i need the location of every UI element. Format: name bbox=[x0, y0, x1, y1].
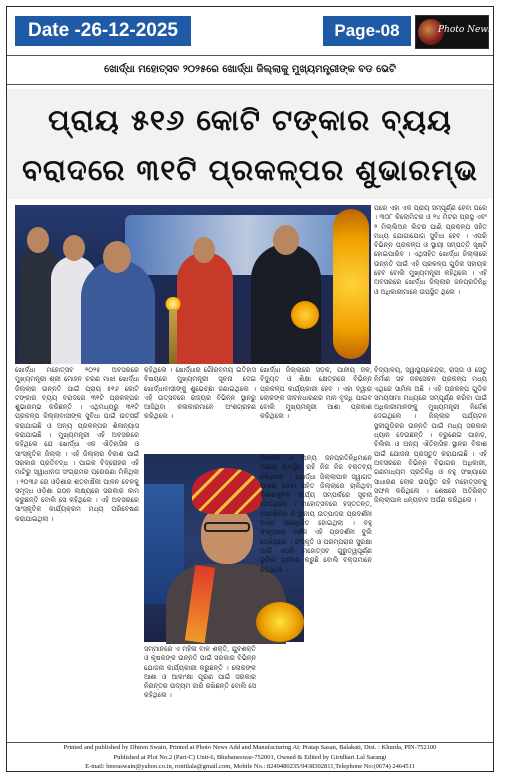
article-column bbox=[144, 645, 256, 738]
date-label: Date -26-12-2025 bbox=[15, 16, 191, 46]
divider bbox=[7, 55, 493, 56]
lamp-lighting-photo bbox=[15, 205, 371, 364]
flower-garland bbox=[291, 301, 319, 329]
person-head bbox=[103, 241, 131, 273]
article-text: ଖୋର୍ଦ୍ଧା ମହୋତ୍ସବ ୨୦୨୫ ଅବସରରେ ମୁଖ୍ୟମନ୍ତ୍ରୀ ଶ୍ରୀ ମୋହନ ଚରଣ ମାଝୀ ଖୋର୍ଦ୍ଧା ଜିଲ୍ଲାର ଉନ୍ନତି ପାଇଁ ପ୍ରାୟ ୫୧୬ କୋଟି ଟଙ୍କାର ବ୍ୟୟ ବରାଦରେ ୩୧ଟି ପ୍ରକଳ୍ପର ଶୁଭାରମ୍ଭ କରିଛନ୍ତି । ଏଥିମଧ୍ୟରୁ ୩୧ଟି ପ୍ରକଳ୍ପ ଜିଲ୍ଲାବାସୀଙ୍କ ସୁବିଧା ପାଇଁ ଉତ୍ସର୍ଗ କରାଯାଇଛି ଓ ଅନ୍ୟ ପ୍ରକଳ୍ପର ଶିଳାନ୍ୟାସ କରାଯାଇଛି । ମୁଖ୍ୟମନ୍ତ୍ରୀ ଏହି ଅବସରରେ କହିଥିଲେ ଯେ ଖୋର୍ଦ୍ଧା ଏକ ଐତିହାସିକ ଓ ସାଂସ୍କୃତିକ ଜିଲ୍ଲା । ଏହି ଜିଲ୍ଲାର ବିକାଶ ପାଇଁ ସରକାର ପ୍ରତିବଦ୍ଧ । ପାଇକ ବିଦ୍ରୋହର ଏହି ମାଟିରୁ ସ୍ୱାଧୀନତା ସଂଗ୍ରାମର ପ୍ରେରଣା ମିଳିଥିଲା । ୨୦୩୬ ରେ ଓଡ଼ିଶାର ଶତବାର୍ଷିକୀ ପାଳନ ବେଳକୁ ସମୃଦ୍ଧ ଓଡ଼ିଶା ଗଠନ ଲକ୍ଷ୍ୟରେ ସରକାର କାମ କରୁଛନ୍ତି ବୋଲି ସେ କହିଥିଲେ । ଏହି ଅବସରରେ ସାଂସ୍କୃତିକ କାର୍ଯ୍ୟକ୍ରମ ମଧ୍ୟ ପରିବେଷଣ କରାଯାଇଥିଲା । bbox=[15, 366, 139, 523]
article-text: କହିଥିଲେ । ଖୋର୍ଦ୍ଧାର ଗୌରବମୟ ଇତିହାସ ବିଷୟରେ ମୁଖ୍ୟମନ୍ତ୍ରୀ ସୂଚନା ଦେଇ ଖୋର୍ଦ୍ଧାବାସୀଙ୍କୁ ଶୁଭେଚ୍ଛା ଜଣାଇଥିଲେ । ଏହି ଉତ୍ସବରେ ରାଜ୍ୟର ବିଭିନ୍ନ ସ୍ଥାନରୁ ଆସିଥିବା କଳାକାରମାନେ ଅଂଶଗ୍ରହଣ କରିଥିଲେ । bbox=[144, 366, 256, 421]
article-column bbox=[374, 204, 487, 362]
person-head bbox=[273, 225, 299, 255]
chief-minister-figure bbox=[81, 260, 155, 364]
headline-line-2: ବରାଦରେ ୩୧ଟି ପ୍ରକଳ୍ପର ଶୁଭାରମ୍ଭ bbox=[22, 153, 478, 187]
turban-headgear bbox=[192, 468, 262, 514]
newspaper-page bbox=[6, 6, 523, 772]
article-column bbox=[374, 366, 487, 738]
person-head bbox=[63, 235, 85, 261]
article-text: ଖୋର୍ଦ୍ଧା ଜିଲ୍ଲାରେ ସଡ଼କ, ପାନୀୟ ଜଳ, ବିଦ୍ୟୁତ ଓ ଶିକ୍ଷା କ୍ଷେତ୍ରରେ ବିଭିନ୍ନ ପ୍ରକଳ୍ପ କାର୍ଯ୍ୟକାରୀ ହେବ । ଏହା ଦ୍ୱାରା ଲୋକଙ୍କ ଜୀବନଧାରଣର ମାନ ବୃଦ୍ଧି ପାଇବ ବୋଲି ମୁଖ୍ୟମନ୍ତ୍ରୀ ଆଶା ପ୍ରକାଶ କରିଥିଲେ । bbox=[260, 366, 372, 421]
headline-line-1: ପ୍ରାୟ ୫୧୬ କୋଟି ଟଙ୍କାର ବ୍ୟୟ bbox=[48, 103, 452, 137]
article-text: ସମ୍ମାନରେ ଏ ମହିଳା ବାଳ ଶକ୍ତି, ଯୁବଶକ୍ତି ଓ କୃଷକଙ୍କ ଉନ୍ନତି ପାଇଁ ସରକାର ବିଭିନ୍ନ ଯୋଜନା କାର୍ଯ୍ୟକାରୀ କରୁଛନ୍ତି । ଲୋକଙ୍କ ଆଶା ଓ ଆକାଂକ୍ଷା ପୂରଣ ପାଇଁ ସରକାର ନିରନ୍ତର ଉଦ୍ୟମ ଜାରି ରଖିଛନ୍ତି ବୋଲି ସେ କହିଥିଲେ । bbox=[144, 645, 256, 700]
person-head bbox=[193, 237, 215, 263]
imprint-line-2: Published at Plot No.2 (Part-C) Unit-6, Bhubaneswar-752001, Owned & Edited by Giridhari Lal Sarangi bbox=[113, 753, 387, 761]
logo-text: Photo News Times bbox=[438, 25, 523, 35]
article-column bbox=[260, 454, 372, 738]
article-text: ବିଦ୍ୟାଳୟ, ସ୍ୱାସ୍ଥ୍ୟକେନ୍ଦ୍ର, ରାସ୍ତା ଓ ସେତୁ ନିର୍ମାଣ ସହ ଜଳସେଚନ ପ୍ରକଳ୍ପ ମଧ୍ୟ ଏଥିରେ ସାମିଲ ଅଛି । ଏହି ପ୍ରକଳ୍ପ ଗୁଡିକ ସମୟସୀମା ମଧ୍ୟରେ ସମ୍ପୂର୍ଣ୍ଣ କରିବା ପାଇଁ ଅଧିକାରୀମାନଙ୍କୁ ମୁଖ୍ୟମନ୍ତ୍ରୀ ନିର୍ଦ୍ଦେଶ ଦେଇଥିଲେ । ଜିଲ୍ଲାର ପର୍ଯ୍ୟଟନ ସ୍ଥଳୀଗୁଡ଼ିକର ଉନ୍ନତି ପାଇଁ ମଧ୍ୟ ସରକାର ଧ୍ୟାନ ଦେଉଛନ୍ତି । ବରୁଣେଇ ପାହାଡ଼, ଚିଲିକା ଓ ଅନ୍ୟ ଐତିହାସିକ ସ୍ଥାନର ବିକାଶ ପାଇଁ ଯୋଜନା ପ୍ରସ୍ତୁତ କରାଯାଇଛି । ଏହି ଅବସରରେ ବିଭିନ୍ନ ବିଭାଗର ଅଧିକାରୀ, ଗଣମାଧ୍ୟମ ପ୍ରତିନିଧି ଓ ବହୁ ସଂଖ୍ୟାରେ ସାଧାରଣ ଲୋକ ଉପସ୍ଥିତ ରହି ମହୋତ୍ସବକୁ ସଫଳ କରିଥିଲେ । ଶେଷରେ ଅତିରିକ୍ତ ଜିଲ୍ଲାପାଳ ଧନ୍ୟବାଦ ଅର୍ପଣ କରିଥିଲେ । bbox=[374, 366, 487, 505]
article-column bbox=[260, 366, 372, 452]
imprint-footer bbox=[7, 742, 493, 773]
imprint-line-1: Printed and published by Dhiren Swain, Printed at Photo News Add and Manufacturing At: Pratap Sasan, Balakati, Dist. : Khurda, PIN-752100 bbox=[63, 744, 437, 751]
speaker-face bbox=[201, 506, 253, 564]
person-figure bbox=[177, 252, 233, 364]
lamp-stand bbox=[169, 309, 177, 364]
page-number-label: Page-08 bbox=[323, 16, 411, 46]
article-column bbox=[15, 366, 139, 738]
kicker-line: ଖୋର୍ଦ୍ଧା ମହୋତ୍ସବ ୨୦୨୫ରେ ଖୋର୍ଦ୍ଧା ଜିଲ୍ଲାକୁ ମୁଖ୍ୟମନ୍ତ୍ରୀଙ୍କ ବଡ ଭେଟି bbox=[104, 64, 396, 75]
newspaper-logo bbox=[415, 15, 523, 49]
imprint-line-3: E-mail: beeraswain@yahoo.co.in, ronitlala@gmail.com, Mobile No.: 8249480235/9438302811,Telephone No:(0674) 2464511 bbox=[85, 763, 415, 770]
masthead bbox=[7, 7, 523, 53]
glasses-icon bbox=[204, 522, 250, 532]
article-text: ପରେ ଏହା ଏକ ପ୍ରାୟ ସମ୍ପୂର୍ଣ୍ଣ ହେବା ପରେ । ୩୦୮ କିଲୋମିଟର ଓ ୨୪ ମିଟର ପ୍ରସ୍ଥ ଏବଂ ୨ ମିଲ୍ଲିଅନ ଲିଟର ପାଣି ପ୍ରକଳ୍ପ ସହିତ ମଧ୍ୟ ଯୋଗାଯୋଗ ସୁବିଧା ହେବ । ଏପରି ବିଭିନ୍ନ ପ୍ରକଳ୍ପ ଓ ସ୍ଥାୟୀ ସମ୍ପତ୍ତି ସୃଷ୍ଟି ହୋଇପାରିବ । ଏଥିସହିତ ଖୋର୍ଦ୍ଧା ଜିଲ୍ଲାରେ ଉନ୍ନତି ପାଇଁ ଏହି ପ୍ରକଳ୍ପ ଗୁଡିକ ସହାୟକ ହେବ ବୋଲି ମୁଖ୍ୟମନ୍ତ୍ରୀ କହିଥିଲେ । ଏହି ଅବସରରେ ଖୋର୍ଦ୍ଧା ଜିଲ୍ଲାର ଜନପ୍ରତିନିଧି ଓ ଅଧିକାରୀମାନେ ଉପସ୍ଥିତ ଥିଲେ । bbox=[374, 204, 487, 296]
article-column bbox=[144, 366, 256, 452]
article-text: ବିଧାୟକ ଓ ଅନ୍ୟ ଜନପ୍ରତିନିଧିମାନେ ମଞ୍ଚରେ ଉପସ୍ଥିତ ରହି ନିଜ ନିଜ ବକ୍ତବ୍ୟ ରଖିଥିଲେ । ଖୋର୍ଦ୍ଧା ଜିଲ୍ଲାପାଳ ସ୍ୱାଗତ ଭାଷଣ ଦେବା ସହିତ ଜିଲ୍ଲାରେ ଚାଲିଥିବା ବିକାଶମୂଳକ କାର୍ଯ୍ୟ ସମ୍ପର୍କରେ ସୂଚନା ଦେଇଥିଲେ । ମହୋତ୍ସବରେ ହସ୍ତତନ୍ତ, ହସ୍ତଶିଳ୍ପ ଓ ସ୍ଥାନୀୟ ଉତ୍ପାଦର ପ୍ରଦର୍ଶନୀ ମଧ୍ୟ ଆୟୋଜିତ ହୋଇଥିଲା । ବହୁ ସଂଖ୍ୟାରେ ଦର୍ଶକ ଏହି ପ୍ରଦର୍ଶନୀ ବୁଲି ଦେଖିଥିଲେ । ସଂସ୍କୃତି ଓ ପରମ୍ପରାର ସୁରକ୍ଷା ପାଇଁ ଏପରି ମହୋତ୍ସବ ଗୁରୁତ୍ୱପୂର୍ଣ୍ଣ ଭୂମିକା ଗ୍ରହଣ କରୁଛି ବୋଲି ବକ୍ତାମାନେ କହିଥିଲେ । bbox=[260, 454, 372, 574]
divider bbox=[7, 84, 493, 85]
flower-garland bbox=[333, 209, 369, 359]
headline bbox=[17, 95, 483, 195]
person-head bbox=[27, 227, 49, 253]
